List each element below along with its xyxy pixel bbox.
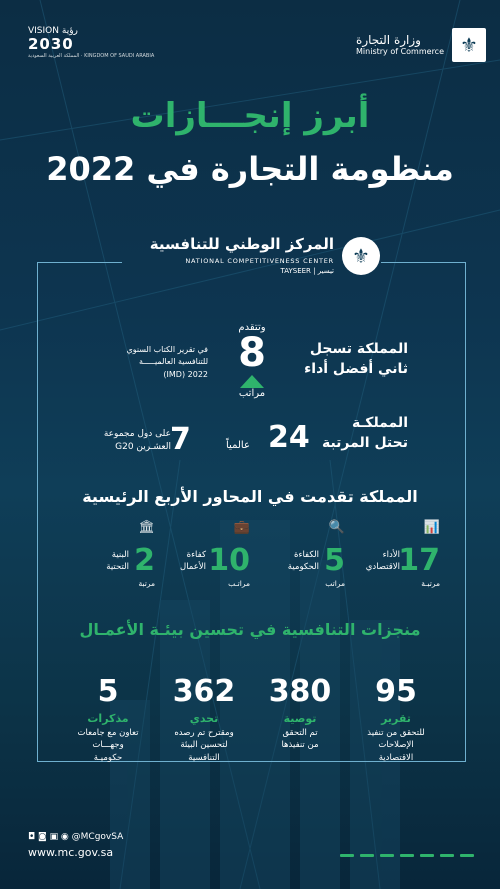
pillar-label-line2: الاقتصادي (365, 561, 400, 572)
chart-icon: 📊 (423, 520, 440, 535)
vision-2030-logo (28, 26, 154, 59)
pillar-business (155, 520, 250, 590)
stat-description (62, 727, 154, 764)
stat-desc-line: حكوميـة (93, 752, 123, 763)
row1-right-line1: المملكة تسجل (309, 341, 408, 357)
ncc-name-ar: المركز الوطني للتنافسية (149, 235, 334, 253)
briefcase-icon: 💼 (233, 520, 250, 535)
pillar-number: 10 (208, 543, 250, 578)
pillar-label-line1: البنية (111, 550, 129, 560)
stat-label: مذكرات (87, 712, 129, 725)
pillar-label (288, 550, 319, 574)
vision-ar: رؤية (61, 26, 78, 36)
title-line2: منظومة التجارة في 2022 (46, 150, 454, 188)
stat-desc-line: التنافسية (188, 752, 220, 763)
vision-small: المملكة العربية السعودية · KINGDOM OF SAUDI ARABIA (28, 52, 155, 59)
up-arrow-icon (240, 375, 264, 388)
stat-desc-line: لتحسين البيئة (180, 740, 228, 751)
stat-description (254, 727, 346, 752)
pillar-label (180, 550, 206, 574)
row1-left-line2: للتنافسية العالميـــــة (139, 357, 208, 367)
pillar-label (106, 550, 129, 574)
stat-description (350, 727, 442, 764)
vision-label: VISION (28, 26, 59, 36)
stat-label: توصية (283, 712, 317, 725)
pillar-unit: مراتـب (228, 579, 250, 588)
ncc-tayseer: TAYSEER | تيسير (280, 267, 334, 275)
stat-desc-line: وجهـــات (92, 740, 124, 751)
row2-right-line1: المملكـة (352, 415, 408, 431)
row2-left-text (96, 428, 171, 453)
stat-desc-line: ومقترح تم رصده (174, 728, 234, 738)
stat-description (158, 727, 250, 764)
row2-left-line2: العشـرين G20 (115, 441, 171, 452)
palm-emblem-icon: ⚜ (452, 28, 486, 62)
stat-desc-line: الاقتصادية (378, 752, 414, 763)
pillars-heading: المملكة تقدمت في المحاور الأربع الرئيسية (82, 487, 418, 506)
row1-left-text (118, 344, 208, 381)
decorative-dashes (340, 854, 474, 857)
row2-right-line2: تحتل المرتبة (321, 434, 408, 451)
stat-label: تحدي (189, 712, 219, 725)
header (0, 0, 500, 80)
stat-number: 5 (97, 674, 119, 709)
pillar-government (250, 520, 345, 590)
row2-number-suffix: عالمياً (226, 440, 250, 451)
pillar-unit: مراتب (325, 579, 345, 588)
stat-challenges (158, 675, 250, 764)
row1-unit: مراتب (238, 388, 266, 399)
row2-number2: 7 (170, 422, 191, 457)
pillar-label-line2: التحتية (106, 561, 129, 572)
row2-right-text (322, 414, 408, 453)
building-icon: 🏛 (138, 520, 155, 535)
row1-right-line2: ثاني أفضل أداء (304, 360, 408, 377)
stat-reports (350, 675, 442, 764)
pillar-number: 17 (398, 543, 440, 578)
pillar-label-line1: الأداء (382, 550, 400, 560)
pillar-unit: مرتبـة (421, 579, 440, 588)
pillar-label-line2: الحكومية (287, 561, 319, 572)
ministry-name-ar: وزارة التجارة (356, 33, 421, 47)
social-handle-text: MCgovSA (80, 832, 124, 842)
pillar-infrastructure (60, 520, 155, 590)
pillar-number: 5 (324, 543, 345, 578)
website-link[interactable]: www.mc.gov.sa (28, 845, 114, 859)
row1-left-line1: في تقرير الكتاب السنوي (126, 345, 208, 354)
stat-label: تقرير (381, 712, 411, 725)
stat-number: 362 (172, 674, 236, 709)
search-icon: 🔍 (328, 520, 345, 535)
pillar-label-line1: الكفاءة (294, 550, 319, 560)
pillar-number: 2 (134, 543, 155, 578)
ncc-achievements-heading: منجزات التنافسية في تحسين بيئـة الأعمـال (79, 620, 421, 639)
stats-row (60, 675, 442, 775)
row1-right-text (304, 340, 408, 379)
ncc-emblem-icon: ⚜ (342, 237, 380, 275)
stat-number: 95 (375, 674, 417, 709)
stat-memoranda (62, 675, 154, 764)
stat-desc-line: الإصلاحات (378, 740, 414, 751)
stat-recommendations (254, 675, 346, 752)
stat-desc-line: للتحقق من تنفيذ (367, 728, 425, 738)
pillars-row (60, 520, 440, 590)
row1-left-line3: 2022 (IMD) (163, 369, 208, 379)
stat-desc-line: تعاون مع جامعات (77, 728, 139, 738)
pillar-label-line1: كفاءة (186, 550, 206, 560)
stat-desc-line: من تنفيذها (281, 740, 319, 751)
row2-number: 24 (268, 420, 310, 455)
row2-left-line1: على دول مجموعة (103, 429, 171, 439)
row1-advance-label: وتتقدم (238, 322, 266, 333)
pillar-label (366, 550, 400, 574)
pillar-economic (345, 520, 440, 590)
row1-rank-block (228, 322, 276, 399)
social-handle[interactable]: ◘ ◙ ▣ ◉ @MCgovSA (28, 832, 124, 842)
row1-number: 8 (238, 330, 266, 376)
stat-number: 380 (268, 674, 332, 709)
footer (28, 831, 123, 861)
stat-desc-line: تم التحقق (282, 728, 318, 738)
ministry-name-en: Ministry of Commerce (356, 47, 444, 57)
title-line1: أبرز إنجـــازات (130, 96, 370, 136)
pillar-label-line2: الأعمال (180, 561, 206, 572)
vision-year: 2030 (28, 35, 74, 54)
ncc-name-en: NATIONAL COMPETITIVENESS CENTER (185, 257, 334, 265)
pillar-unit: مرتبة (138, 579, 155, 588)
ministry-logo (356, 28, 486, 62)
